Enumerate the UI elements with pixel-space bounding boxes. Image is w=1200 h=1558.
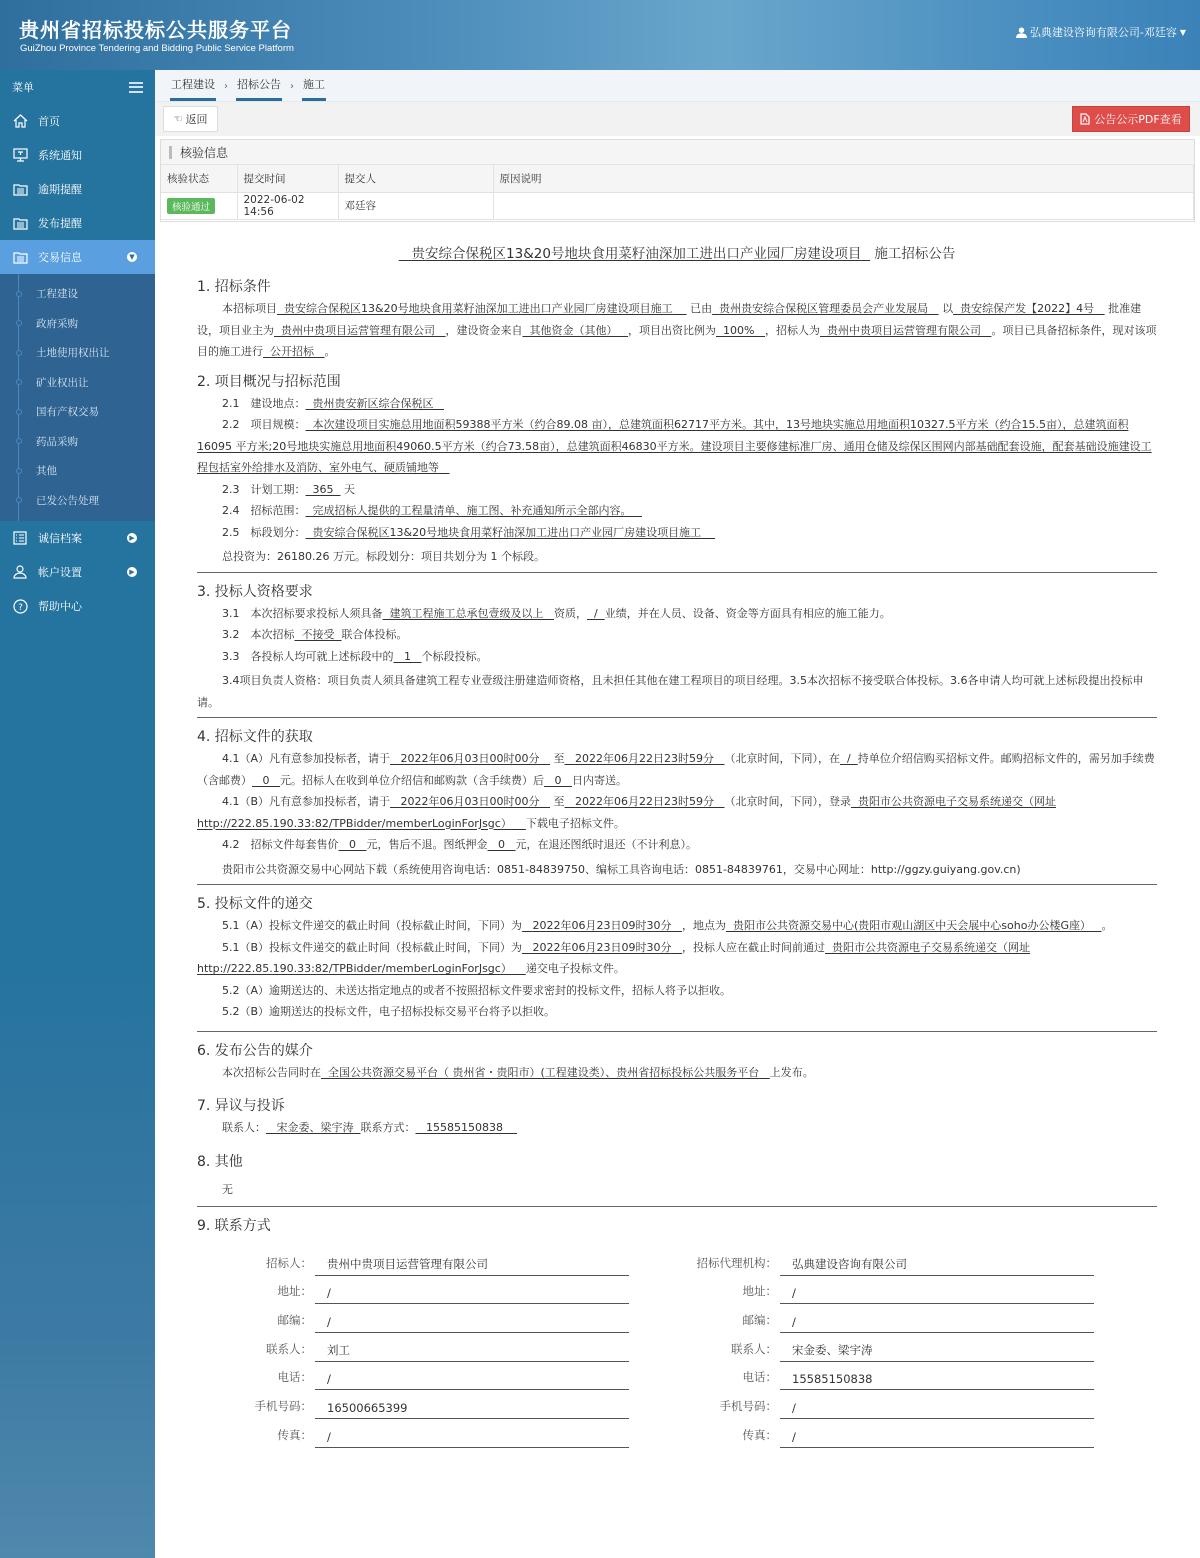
section-3-item: 3.2 本次招标 不接受 联合体投标。 [222,628,408,641]
section-heading: 4. 招标文件的获取 [197,729,313,745]
chevron-right-icon: ▶ [127,533,137,543]
divider [197,1031,1157,1032]
chevron-right-icon: ▶ [127,567,137,577]
folder-list-icon [12,181,28,197]
section-5-item: 5.1（A）投标文件递交的截止时间（投标截止时间，下同）为 2022年06月23日09时30分 ，地点为 贵阳市公共资源交易中心(贵阳市观山湖区中天会展中心soho办公楼G座） 。 [222,919,1113,932]
caret-down-icon: ▼ [1179,27,1186,37]
submenu-item-mining-rights[interactable]: 矿业权出让 [0,368,155,398]
contact-row: 传真： / [662,1419,1127,1448]
submenu-item-gov-procurement[interactable]: 政府采购 [0,309,155,339]
hamburger-icon[interactable] [129,82,143,93]
contact-info [197,1247,1157,1448]
back-label: 返回 [185,113,208,126]
contact-row: 招标代理机构： 弘典建设咨询有限公司 [662,1247,1127,1276]
sidebar-item-system-notice[interactable] [0,138,155,172]
submitter: 邓廷容 [338,192,493,219]
toolbar [155,102,1200,136]
e-trading-system-link[interactable]: 贵阳市公共资源电子交易系统递交（网址http://222.85.190.33:82/TPBidder/memberLoginForJsgc） [197,940,1031,975]
verify-table [161,165,1194,220]
column-header: 提交时间 [237,165,338,192]
list-icon [12,530,28,546]
contact-row: 电话： 15585150838 [662,1362,1127,1391]
chevron-right-icon: › [224,81,228,92]
contact-row: 邮编： / [662,1304,1127,1333]
agency-contact [662,1247,1127,1448]
section-heading: 3. 投标人资格要求 [197,583,313,600]
site-title: 贵州省招标投标公共服务平台 [19,18,292,42]
site-header [0,0,1200,70]
column-header: 提交人 [338,165,493,192]
table-row [161,192,1194,219]
submenu-item-engineering[interactable]: 工程建设 [0,279,155,309]
sidebar-item-credit-archive[interactable] [0,521,155,555]
pdf-view-button[interactable] [1072,106,1190,132]
sidebar-item-home[interactable] [0,104,155,138]
section-6-content: 本次招标公告同时在 全国公共资源交易平台（ 贵州省・贵阳市）(工程建设类）、贵州省招标投标公共服务平台 上发布。 [222,1065,814,1079]
section-heading: 9. 联系方式 [197,1218,271,1234]
verify-info-title: 核验信息 [180,145,229,160]
tender-notice-document [197,242,1157,1448]
sidebar-item-label: 系统通知 [38,149,82,162]
submenu-transaction-info [0,274,155,521]
main-content [155,70,1200,1558]
contact-row: 电话： / [197,1362,662,1391]
sidebar-item-label: 首页 [38,115,60,128]
sidebar-item-label: 帐户设置 [38,566,82,579]
column-header: 原因说明 [493,165,1194,192]
sidebar-item-label: 发布提醒 [38,217,82,230]
chevron-down-icon: ▼ [127,252,137,262]
section-heading: 6. 发布公告的媒介 [197,1042,313,1059]
section-4-item: 4.1（B）凡有意参加投标者，请于 2022年06月03日00时00分 至 2022年06月22日23时59分 （北京时间，下同），登录 贵阳市公共资源电子交易系统递交（网址http://222.85.190.33:82/TPBidder/memberLoginForJsgc） 下载电子招标文件。 [197,795,1057,830]
verify-info-panel [160,139,1195,222]
contact-row: 邮编： / [197,1304,662,1333]
reason [493,192,1194,219]
notice-title-project: 贵安综合保税区13&20号地块食用菜籽油深加工进出口产业园厂房建设项目 [411,246,862,262]
user-menu[interactable] [1016,24,1186,40]
divider [197,572,1157,573]
e-trading-system-link[interactable]: 贵阳市公共资源电子交易系统递交（网址http://222.85.190.33:82/TPBidder/memberLoginForJsgc） [197,795,1057,830]
section-3-item: 3.4项目负责人资格：项目负责人须具备建筑工程专业壹级注册建造师资格，且未担任其他在建工程项目的项目经理。3.5本次招标不接受联合体投标。3.6各申请人均可就上述标段提出投标申请。 [197,674,1144,709]
contact-row: 手机号码： 16500665399 [197,1390,662,1419]
menu-label: 菜单 [12,81,34,94]
section-heading: 8. 其他 [197,1153,243,1170]
chevron-right-icon: › [290,81,294,92]
section-3-item: 3.1 本次招标要求投标人须具备 建筑工程施工总承包壹级及以上 资质， / 业绩，并在人员、设备、资金等方面具有相应的施工能力。 [222,606,891,620]
folder-list-icon [12,249,28,265]
contact-row: 地址： / [662,1276,1127,1305]
notice-title [197,242,1157,268]
divider [197,884,1157,885]
folder-list-icon [12,215,28,231]
section-heading: 7. 异议与投诉 [197,1098,285,1114]
tenderer-contact [197,1247,662,1448]
home-icon [12,113,28,129]
user-icon [12,564,28,580]
contact-row: 地址： / [197,1276,662,1305]
submenu-item-drug-procurement[interactable]: 药品采购 [0,427,155,457]
section-2-item: 2.3 计划工期： 365 天 [222,482,355,496]
section-3-item: 3.3 各投标人均可就上述标段中的 1 个标段投标。 [222,649,488,663]
submenu-item-state-assets[interactable]: 国有产权交易 [0,397,155,427]
submenu-item-land-transfer[interactable]: 土地使用权出让 [0,338,155,368]
breadcrumb [155,70,1200,102]
section-2-item: 2.1 建设地点： 贵州贵安新区综合保税区 [222,396,434,410]
help-icon [12,598,28,614]
contact-row: 联系人： 刘工 [197,1333,662,1362]
submenu-item-published-handling[interactable]: 已发公告处理 [0,486,155,516]
sidebar-item-publish-reminder[interactable] [0,206,155,240]
sidebar-item-label: 逾期提醒 [38,183,82,196]
sidebar-item-transaction-info[interactable] [0,240,155,274]
verify-info-header [161,140,1194,165]
sidebar [0,70,155,1558]
breadcrumb-engineering[interactable]: 工程建设 [170,76,216,101]
sidebar-item-overdue-reminder[interactable] [0,172,155,206]
section-heading: 1. 招标条件 [197,279,271,295]
menu-header [0,70,155,104]
user-icon [1016,27,1027,38]
submit-time: 2022-06-02 14:56 [237,192,338,219]
breadcrumb-tender-notice[interactable]: 招标公告 [236,76,282,101]
section-5-item: 5.2（A）逾期送达的、未送达指定地点的或者不按照招标文件要求密封的投标文件，招标人将予以拒收。 [222,983,732,997]
section-4-item: 贵阳市公共资源交易中心网站下载（系统使用咨询电话：0851-84839750、编标工具咨询电话：0851-84839761，交易中心网址：http://ggzy.guiyang.gov.cn) [222,862,1021,876]
contact-row: 招标人： 贵州中贵项目运营管理有限公司 [197,1247,662,1276]
section-5-item: 5.1（B）投标文件递交的截止时间（投标截止时间，下同）为 2022年06月23日09时30分 ，投标人应在截止时间前通过 贵阳市公共资源电子交易系统递交（网址http://222.85.190.33:82/TPBidder/memberLoginForJsgc） 递交电子投标文件。 [197,940,1031,975]
breadcrumb-construction[interactable]: 施工 [302,76,326,101]
section-2-item: 2.5 标段划分： 贵安综合保税区13&20号地块食用菜籽油深加工进出口产业园厂房建设项目施工 [222,525,702,539]
divider [197,717,1157,718]
sidebar-item-label: 帮助中心 [38,600,82,613]
section-5-item: 5.2（B）逾期送达的投标文件，电子招标投标交易平台将予以拒收。 [222,1005,556,1018]
hand-point-left-icon: ☜ [173,113,183,125]
section-heading: 2. 项目概况与招标范围 [197,373,341,390]
monitor-icon [12,147,28,163]
section-8-content: 无 [222,1182,233,1196]
site-subtitle: GuiZhou Province Tendering and Bidding Public Service Platform [20,43,294,54]
section-2-item: 2.2 项目规模： 本次建设项目实施总用地面积59388平方米（约合89.08 亩），总建筑面积62717平方米。其中，13号地块实施总用地面积10327.5平方米（约合15.5亩），总建筑面积16095 平方米;20号地块实施总用地面积49060.5平方米（约合73.58亩），总建筑面积46830平方米。建设项目主要修建标准厂房、通用仓储及综保区围网内部基础配套设施，配套基础设施建设工程包括室外给排水及消防、室外电气、硬质铺地等 [197,418,1152,474]
total-investment: 总投资为：26180.26 万元。标段划分：项目共划分为 1 个标段。 [222,550,545,563]
contact-row: 手机号码： / [662,1390,1127,1419]
pdf-file-icon [1080,113,1090,125]
svg-text:?: ? [17,602,23,613]
sidebar-item-account-settings[interactable] [0,555,155,589]
contact-row: 联系人： 宋金委、梁宇涛 [662,1333,1127,1362]
notice-title-suffix: 施工招标公告 [874,246,956,262]
pdf-view-label: 公告公示PDF查看 [1094,113,1182,126]
section-heading: 5. 投标文件的递交 [197,896,313,912]
column-header: 核验状态 [161,165,237,192]
section-4-item: 4.1（A）凡有意参加投标者，请于 2022年06月03日00时00分 至 2022年06月22日23时59分 （北京时间，下同），在 / 持单位介绍信购买招标文件。邮购招标文件的，需另加手续费（含邮费） 0 元。招标人在收到单位介绍信和邮购款（含手续费）后 0 日内寄送。 [197,752,1155,787]
sidebar-item-label: 交易信息 [38,251,82,264]
status-badge: 核验通过 [167,198,215,214]
divider [197,1206,1157,1207]
section-7-content: 联系人： 宋金委、梁宇涛 联系方式： 15585150838 [222,1121,503,1134]
submenu-item-other[interactable]: 其他 [0,456,155,486]
contact-row: 传真： / [197,1419,662,1448]
section-1-content: 本招标项目 贵安综合保税区13&20号地块食用菜籽油深加工进出口产业园厂房建设项目施工 已由 贵州贵安综合保税区管理委员会产业发展局 以 贵安综保产发【2022】4号 批准建设，项目业主为 贵州中贵项目运营管理有限公司 ，建设资金来自 其他资金（其他） ，项目出资比例为 100% ，招标人为 贵州中贵项目运营管理有限公司 。项目已具备招标条件，现对该项目的施工进行 公开招标 。 [197,302,1157,358]
back-button[interactable] [163,106,218,132]
section-4-item: 4.2 招标文件每套售价 0 元，售后不退。图纸押金 0 元，在退还图纸时退还（不计利息）。 [222,838,697,851]
sidebar-item-label: 诚信档案 [38,532,82,545]
section-2-item: 2.4 招标范围： 完成招标人提供的工程量清单、施工图、补充通知所示全部内容。 [222,504,632,517]
sidebar-item-help-center[interactable] [0,589,155,623]
user-name: 弘典建设咨询有限公司-邓廷容 [1029,26,1177,39]
